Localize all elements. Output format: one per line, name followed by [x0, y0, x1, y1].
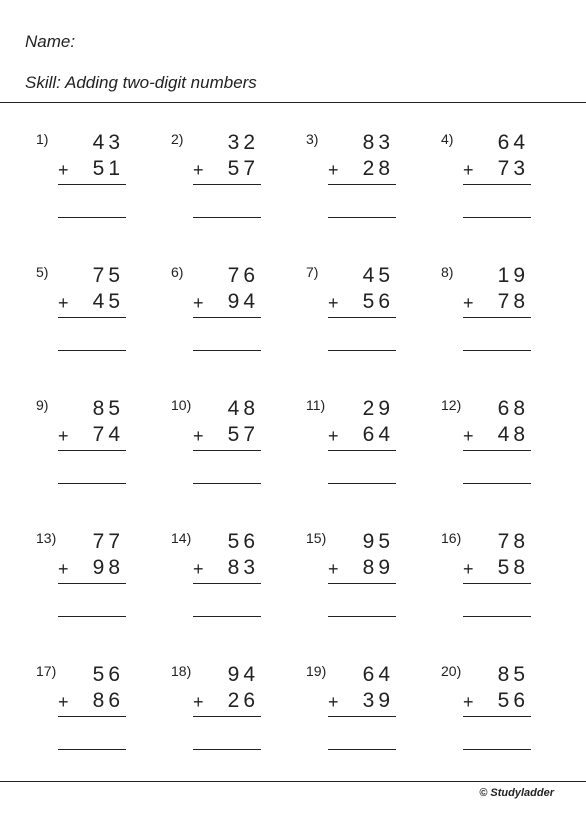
- addition-problem: [306, 530, 406, 620]
- problem-number: 10): [171, 397, 192, 413]
- sum-line: [58, 583, 126, 584]
- copyright-text: © Studyladder: [479, 787, 554, 799]
- plus-sign: +: [463, 293, 474, 313]
- answer-line[interactable]: [328, 217, 396, 218]
- sum-line: [328, 583, 396, 584]
- problem-number: 20): [441, 663, 462, 679]
- plus-sign: +: [463, 426, 474, 446]
- sum-line: [193, 317, 261, 318]
- addition-problem: [36, 397, 136, 487]
- second-addend: 57: [227, 423, 259, 446]
- second-addend: 64: [362, 423, 394, 446]
- addition-problem: [306, 264, 406, 354]
- answer-line[interactable]: [58, 616, 126, 617]
- second-addend: 28: [362, 157, 394, 180]
- plus-sign: +: [193, 559, 204, 579]
- addition-problem: [306, 397, 406, 487]
- addition-problem: [306, 131, 406, 221]
- first-addend: 85: [92, 397, 124, 420]
- sum-line: [463, 184, 531, 185]
- sum-line: [58, 317, 126, 318]
- answer-line[interactable]: [193, 483, 261, 484]
- problem-number: 3): [306, 131, 319, 147]
- first-addend: 19: [497, 264, 529, 287]
- answer-line[interactable]: [58, 483, 126, 484]
- plus-sign: +: [463, 559, 474, 579]
- second-addend: 86: [92, 689, 124, 712]
- plus-sign: +: [193, 692, 204, 712]
- second-addend: 98: [92, 556, 124, 579]
- problem-number: 4): [441, 131, 454, 147]
- sum-line: [463, 317, 531, 318]
- first-addend: 68: [497, 397, 529, 420]
- problem-number: 15): [306, 530, 327, 546]
- sum-line: [193, 716, 261, 717]
- addition-problem: [171, 663, 271, 753]
- sum-line: [463, 450, 531, 451]
- second-addend: 56: [497, 689, 529, 712]
- plus-sign: +: [328, 160, 339, 180]
- first-addend: 29: [362, 397, 394, 420]
- sum-line: [463, 716, 531, 717]
- answer-line[interactable]: [328, 749, 396, 750]
- answer-line[interactable]: [463, 483, 531, 484]
- problem-number: 18): [171, 663, 192, 679]
- first-addend: 77: [92, 530, 124, 553]
- problem-number: 12): [441, 397, 462, 413]
- addition-problem: [36, 663, 136, 753]
- first-addend: 32: [227, 131, 259, 154]
- first-addend: 94: [227, 663, 259, 686]
- first-addend: 56: [227, 530, 259, 553]
- first-addend: 75: [92, 264, 124, 287]
- answer-line[interactable]: [193, 616, 261, 617]
- second-addend: 57: [227, 157, 259, 180]
- addition-problem: [441, 397, 541, 487]
- plus-sign: +: [463, 160, 474, 180]
- sum-line: [58, 450, 126, 451]
- plus-sign: +: [328, 293, 339, 313]
- problem-number: 6): [171, 264, 184, 280]
- first-addend: 95: [362, 530, 394, 553]
- answer-line[interactable]: [463, 616, 531, 617]
- second-addend: 39: [362, 689, 394, 712]
- second-addend: 78: [497, 290, 529, 313]
- answer-line[interactable]: [463, 350, 531, 351]
- problem-number: 1): [36, 131, 49, 147]
- first-addend: 78: [497, 530, 529, 553]
- answer-line[interactable]: [193, 217, 261, 218]
- header-divider: [0, 102, 586, 103]
- plus-sign: +: [58, 160, 69, 180]
- second-addend: 56: [362, 290, 394, 313]
- sum-line: [328, 317, 396, 318]
- first-addend: 45: [362, 264, 394, 287]
- first-addend: 43: [92, 131, 124, 154]
- plus-sign: +: [193, 160, 204, 180]
- first-addend: 64: [497, 131, 529, 154]
- problem-number: 9): [36, 397, 49, 413]
- addition-problem: [171, 264, 271, 354]
- addition-problem: [36, 264, 136, 354]
- second-addend: 89: [362, 556, 394, 579]
- answer-line[interactable]: [58, 350, 126, 351]
- answer-line[interactable]: [328, 483, 396, 484]
- addition-problem: [171, 397, 271, 487]
- sum-line: [58, 716, 126, 717]
- addition-problem: [306, 663, 406, 753]
- first-addend: 76: [227, 264, 259, 287]
- second-addend: 73: [497, 157, 529, 180]
- second-addend: 74: [92, 423, 124, 446]
- name-label: Name:: [25, 32, 76, 51]
- problem-number: 2): [171, 131, 184, 147]
- sum-line: [193, 184, 261, 185]
- second-addend: 58: [497, 556, 529, 579]
- sum-line: [193, 583, 261, 584]
- second-addend: 26: [227, 689, 259, 712]
- plus-sign: +: [58, 426, 69, 446]
- sum-line: [193, 450, 261, 451]
- second-addend: 94: [227, 290, 259, 313]
- addition-problem: [441, 663, 541, 753]
- answer-line[interactable]: [193, 749, 261, 750]
- problem-number: 8): [441, 264, 454, 280]
- answer-line[interactable]: [463, 217, 531, 218]
- plus-sign: +: [328, 559, 339, 579]
- plus-sign: +: [193, 426, 204, 446]
- sum-line: [328, 716, 396, 717]
- problem-number: 11): [306, 397, 326, 413]
- second-addend: 83: [227, 556, 259, 579]
- addition-problem: [171, 530, 271, 620]
- problem-number: 7): [306, 264, 319, 280]
- first-addend: 83: [362, 131, 394, 154]
- answer-line[interactable]: [58, 217, 126, 218]
- addition-problem: [441, 131, 541, 221]
- answer-line[interactable]: [58, 749, 126, 750]
- answer-line[interactable]: [328, 616, 396, 617]
- sum-line: [328, 450, 396, 451]
- skill-label: Skill: Adding two-digit numbers: [25, 73, 257, 92]
- plus-sign: +: [328, 692, 339, 712]
- sum-line: [463, 583, 531, 584]
- plus-sign: +: [463, 692, 474, 712]
- first-addend: 85: [497, 663, 529, 686]
- first-addend: 48: [227, 397, 259, 420]
- addition-problem: [441, 530, 541, 620]
- first-addend: 56: [92, 663, 124, 686]
- second-addend: 48: [497, 423, 529, 446]
- problem-number: 13): [36, 530, 57, 546]
- addition-problem: [171, 131, 271, 221]
- problem-number: 17): [36, 663, 57, 679]
- plus-sign: +: [328, 426, 339, 446]
- problem-number: 19): [306, 663, 327, 679]
- answer-line[interactable]: [193, 350, 261, 351]
- addition-problem: [36, 530, 136, 620]
- second-addend: 51: [92, 157, 124, 180]
- footer-divider: [0, 781, 586, 782]
- plus-sign: +: [58, 559, 69, 579]
- answer-line[interactable]: [463, 749, 531, 750]
- plus-sign: +: [58, 692, 69, 712]
- sum-line: [328, 184, 396, 185]
- addition-problem: [441, 264, 541, 354]
- plus-sign: +: [193, 293, 204, 313]
- plus-sign: +: [58, 293, 69, 313]
- second-addend: 45: [92, 290, 124, 313]
- problem-number: 16): [441, 530, 462, 546]
- answer-line[interactable]: [328, 350, 396, 351]
- addition-problem: [36, 131, 136, 221]
- sum-line: [58, 184, 126, 185]
- problem-number: 5): [36, 264, 49, 280]
- problem-number: 14): [171, 530, 192, 546]
- first-addend: 64: [362, 663, 394, 686]
